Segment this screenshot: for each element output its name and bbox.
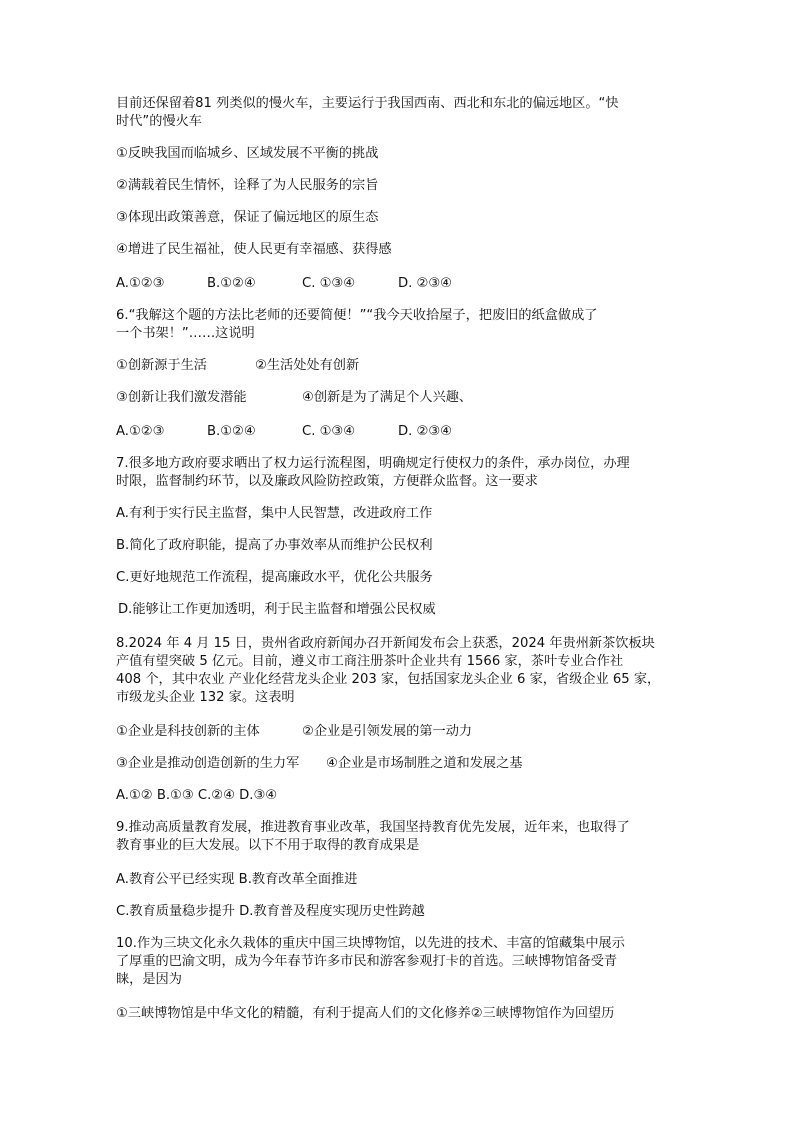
q5-stem-line2: 时代”的慢火车 xyxy=(116,114,202,129)
q5-choice-d: D. ②③④ xyxy=(398,276,453,291)
q5-option-4: ④增进了民生福祉，使人民更有幸福感、获得感 xyxy=(116,242,392,257)
q5-choice-a: A.①②③ xyxy=(116,276,165,291)
q5-choice-b: B.①②④ xyxy=(207,276,256,291)
q10-stem-line3: 睐，是因为 xyxy=(116,972,182,987)
q6-stem-line1: 6.“我解这个题的方法比老师的还要简便！”“我今天收拾屋子，把废旧的纸盒做成了 xyxy=(116,308,598,323)
q8-stem-line2: 产值有望突破 5 亿元。目前，遵义市工商注册茶叶企业共有 1566 家，茶叶专业合作社 xyxy=(116,654,624,669)
q5-option-2: ②满载着民生情怀，诠释了为人民服务的宗旨 xyxy=(116,178,379,193)
q7-stem-line2: 时限，监督制约环节，以及廉政风险防控政策，方便群众监督。这一要求 xyxy=(116,474,538,489)
q6-stem-line2: 一个书架！”……这说明 xyxy=(116,326,255,341)
q7-option-d: D.能够让工作更加透明，利于民主监督和增强公民权威 xyxy=(118,602,436,617)
q6-option-2: ②生活处处有创新 xyxy=(255,358,360,373)
q6-choice-b: B.①②④ xyxy=(207,424,256,439)
q5-option-1: ①反映我国而临城乡、区域发展不平衡的挑战 xyxy=(116,146,379,161)
q10-stem-line1: 10.作为三块文化永久栽体的重庆中国三块博物馆，以先进的技术、丰富的馆藏集中展示 xyxy=(116,936,625,951)
q8-stem-line4: 市级龙头企业 132 家。这表明 xyxy=(116,690,295,705)
q5-stem-line1: 目前还保留着81 列类似的慢火车，主要运行于我国西南、西北和东北的偏远地区。“快 xyxy=(116,96,619,111)
q8-option-2: ②企业是引领发展的第一动力 xyxy=(302,724,473,739)
q7-option-a: A.有利于实行民主监督，集中人民智慧，改进政府工作 xyxy=(116,506,433,521)
q5-option-3: ③体现出政策善意，保证了偏远地区的原生态 xyxy=(116,210,379,225)
q9-stem-line2: 教育事业的巨大发展。以下不用于取得的教育成果是 xyxy=(116,838,420,853)
q9-stem-line1: 9.推动高质量教育发展，推进教育事业改革，我国坚持教育优先发展，近年来，也取得了 xyxy=(116,820,630,835)
q6-choice-c: C. ①③④ xyxy=(302,424,356,439)
q8-stem-line1: 8.2024 年 4 月 15 日，贵州省政府新闻办召开新闻发布会上获悉，2024 年贵州新茶饮板块 xyxy=(116,636,655,651)
q10-stem-line2: 了厚重的巴渝文明，成为今年春节许多市民和游客参观打卡的首选。三峡博物馆备受青 xyxy=(116,954,618,969)
q5-choice-c: C. ①③④ xyxy=(302,276,356,291)
q6-choice-a: A.①②③ xyxy=(116,424,165,439)
q7-stem-line1: 7.很多地方政府要求晒出了权力运行流程图，明确规定行使权力的条件，承办岗位，办理 xyxy=(116,456,630,471)
q8-option-4: ④企业是市场制胜之道和发展之基 xyxy=(326,756,523,771)
q9-options-cd: C.教育质量稳步提升 D.教育普及程度实现历史性跨越 xyxy=(116,904,425,919)
q6-option-3: ③创新让我们激发潜能 xyxy=(116,390,247,405)
q8-option-1: ①企业是科技创新的主体 xyxy=(116,724,260,739)
q8-stem-line3: 408 个，其中农业 产业化经营龙头企业 203 家，包括国家龙头企业 6 家，省级企业 65 家， xyxy=(116,672,661,687)
q6-choice-d: D. ②③④ xyxy=(398,424,453,439)
q9-options-ab: A.教育公平已经实现 B.教育改革全面推进 xyxy=(116,872,358,887)
q7-option-b: B.简化了政府职能，提高了办事效率从而维护公民权利 xyxy=(116,538,433,553)
q6-option-4: ④创新是为了满足个人兴趣、 xyxy=(302,390,473,405)
q8-choices: A.①② B.①③ C.②④ D.③④ xyxy=(116,788,278,803)
q6-option-1: ①创新源于生活 xyxy=(116,358,207,373)
q10-option-line: ①三峡博物馆是中华文化的精髓，有利于提高人们的文化修养②三峡博物馆作为回望历 xyxy=(116,1006,615,1021)
q7-option-c: C.更好地规范工作流程，提高廉政水平，优化公共服务 xyxy=(116,570,433,585)
q8-option-3: ③企业是推动创造创新的生力军 xyxy=(116,756,300,771)
